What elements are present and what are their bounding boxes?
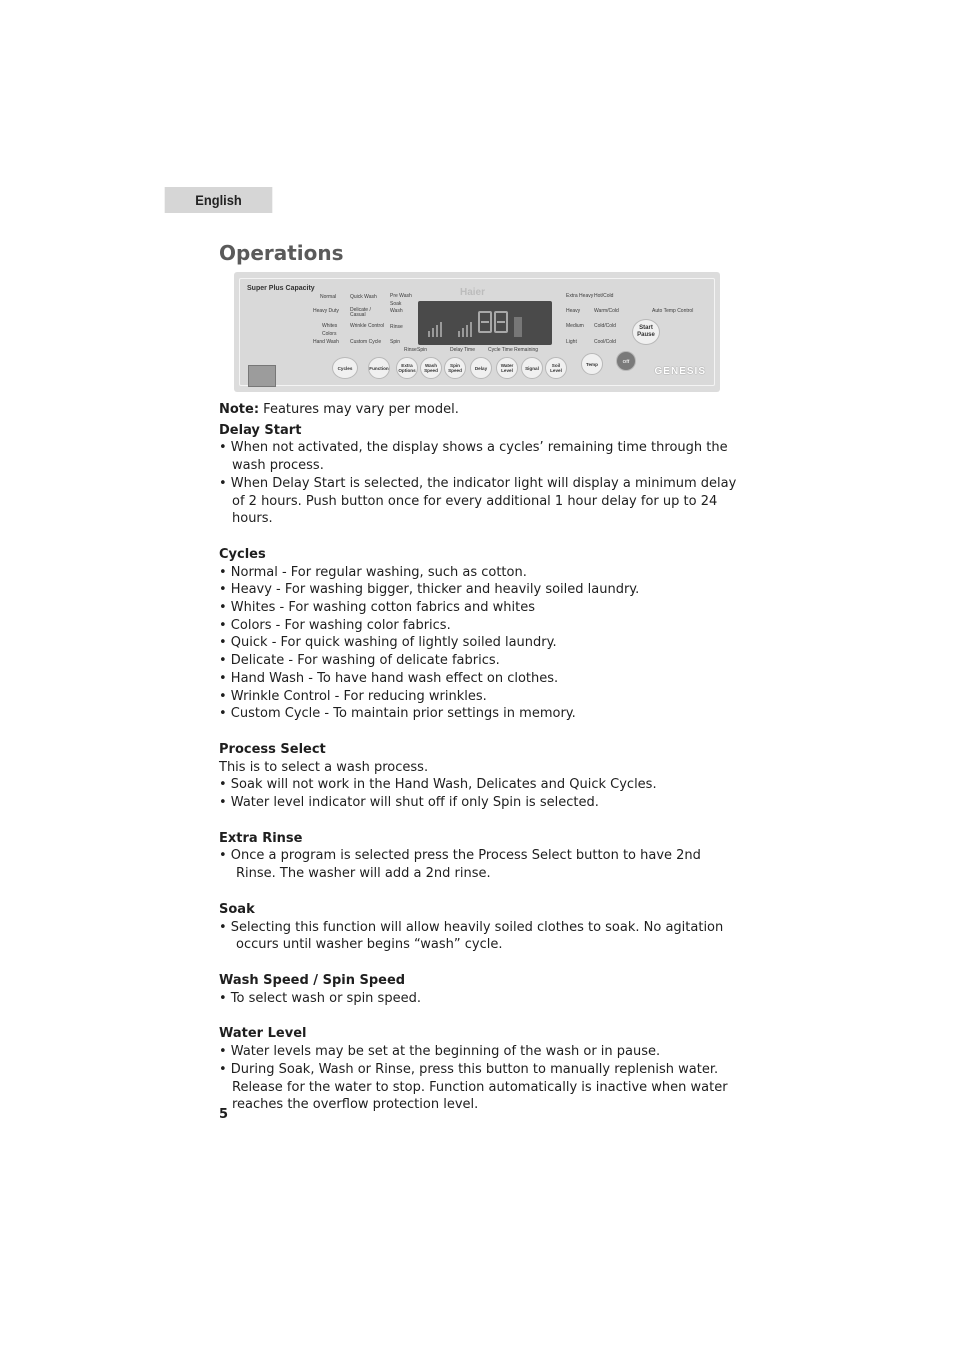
lcd-display bbox=[418, 301, 552, 345]
bullet-item: • Soak will not work in the Hand Wash, Delicates and Quick Cycles. bbox=[219, 777, 657, 793]
display-label: Cycle Time Remaining bbox=[488, 347, 539, 353]
temp-label: Warm/Cold bbox=[594, 308, 619, 314]
function-button[interactable]: Function bbox=[368, 357, 390, 379]
bullet-item: • To select wash or spin speed. bbox=[219, 990, 421, 1006]
cycle-label: Delicate / Casual bbox=[350, 307, 371, 318]
section-heading: Cycles bbox=[219, 546, 266, 562]
genesis-logo: GENESIS bbox=[654, 366, 706, 377]
bullet-item: • Delicate - For washing of delicate fabrics. bbox=[219, 653, 500, 669]
bullet-item: • Selecting this function will allow heavily soiled clothes to soak. No agitation occurs until washer begins “wash” cycle. bbox=[219, 919, 724, 953]
control-panel-illustration bbox=[234, 272, 720, 392]
soil-label: Light bbox=[566, 339, 577, 345]
soil-label: Heavy bbox=[566, 308, 581, 314]
note bbox=[219, 401, 739, 419]
signal-button[interactable]: Signal bbox=[521, 357, 543, 379]
cycle-label: Normal bbox=[320, 294, 337, 300]
display-label: Delay Time bbox=[450, 347, 476, 353]
bullet-item: • Wrinkle Control - For reducing wrinkles. bbox=[219, 688, 487, 704]
cycle-label: Quick Wash bbox=[350, 294, 377, 300]
delay-button[interactable]: Delay bbox=[470, 357, 492, 379]
cycles-button[interactable]: Cycles bbox=[332, 357, 358, 379]
bullet-item: • Custom Cycle - To maintain prior settings in memory. bbox=[219, 706, 576, 722]
bullet-item: • Hand Wash - To have hand wash effect on clothes. bbox=[219, 670, 559, 686]
process-label: Spin bbox=[390, 339, 401, 345]
extra-options-button[interactable]: Extra Options bbox=[396, 357, 418, 379]
soil-label: Medium bbox=[566, 323, 584, 329]
start-pause-button[interactable]: Start Pause bbox=[632, 319, 660, 345]
section-heading: Water Level bbox=[219, 1026, 307, 1042]
auto-temp-label: Auto Temp Control bbox=[652, 308, 694, 314]
soil-label: Extra Heavy bbox=[566, 293, 594, 299]
cycle-label: Wrinkle Control bbox=[350, 323, 385, 329]
temp-label: Cold/Cold bbox=[594, 323, 616, 329]
section-heading: Delay Start bbox=[219, 422, 302, 438]
bullet-item: • Normal - For regular washing, such as cotton. bbox=[219, 564, 527, 580]
water-level-button[interactable]: Water Level bbox=[496, 357, 518, 379]
extra-label: Rinse bbox=[404, 347, 417, 353]
brand-logo: Haier bbox=[460, 287, 486, 298]
cycle-label: Custom Cycle bbox=[350, 339, 382, 345]
power-off-button[interactable]: Off bbox=[616, 351, 636, 371]
cycle-label: Whites bbox=[322, 323, 338, 329]
page-title: Operations bbox=[219, 241, 344, 265]
bullet-item: • During Soak, Wash or Rinse, press this button to manually replenish water. Release for the water to stop. Function automatically is inactive when water reaches the overflow protection level. bbox=[219, 1061, 728, 1113]
operations-text bbox=[219, 401, 739, 1114]
section-heading: Soak bbox=[219, 901, 255, 917]
bullet-item: • Quick - For quick washing of lightly soiled laundry. bbox=[219, 635, 557, 651]
capacity-label: Super Plus Capacity bbox=[247, 285, 315, 292]
bullet-item: • When not activated, the display shows a cycles’ remaining time through the wash process. bbox=[219, 440, 728, 474]
wash-speed-button[interactable]: Wash Speed bbox=[420, 357, 442, 379]
spin-speed-button[interactable]: Spin Speed bbox=[444, 357, 466, 379]
bullet-item: • Once a program is selected press the Process Select button to have 2nd Rinse. The washer will add a 2nd rinse. bbox=[219, 848, 701, 882]
page-number: 5 bbox=[219, 1107, 229, 1122]
language-tab: English bbox=[165, 187, 273, 213]
temp-button[interactable]: Temp bbox=[581, 353, 603, 375]
section-intro: This is to select a wash process. bbox=[219, 759, 429, 775]
process-label: Soak bbox=[390, 301, 402, 307]
bullet-item: • Heavy - For washing bigger, thicker and heavily soiled laundry. bbox=[219, 582, 640, 598]
temp-label: Cool/Cold bbox=[594, 339, 616, 345]
temp-label: Hot/Cold bbox=[594, 293, 614, 299]
process-label: Pre Wash bbox=[390, 293, 412, 299]
extra-label: Spin bbox=[417, 347, 428, 353]
bullet-item: • When Delay Start is selected, the indicator light will display a minimum delay of 2 hours. Push button once for every additional 1 hour delay for up to 24 hours. bbox=[219, 475, 737, 527]
process-label: Wash bbox=[390, 308, 403, 314]
note-text: Features may vary per model. bbox=[259, 402, 459, 417]
section-heading: Process Select bbox=[219, 741, 326, 757]
soil-level-button[interactable]: Soil Level bbox=[545, 357, 567, 379]
energy-star-icon bbox=[248, 365, 276, 387]
cycle-label: Colors bbox=[322, 331, 337, 337]
process-label: Rinse bbox=[390, 324, 403, 330]
cycle-label: Heavy Duty bbox=[313, 308, 339, 314]
bullet-item: • Colors - For washing color fabrics. bbox=[219, 617, 451, 633]
section-heading: Extra Rinse bbox=[219, 830, 303, 846]
bullet-item: • Water level indicator will shut off if only Spin is selected. bbox=[219, 795, 599, 811]
section-heading: Wash Speed / Spin Speed bbox=[219, 972, 406, 988]
note-label: Note: bbox=[219, 402, 260, 417]
control-panel-face bbox=[239, 278, 715, 386]
cycle-label: Hand Wash bbox=[313, 339, 339, 345]
bullet-item: • Water levels may be set at the beginning of the wash or in pause. bbox=[219, 1044, 661, 1060]
bullet-item: • Whites - For washing cotton fabrics and whites bbox=[219, 600, 535, 616]
